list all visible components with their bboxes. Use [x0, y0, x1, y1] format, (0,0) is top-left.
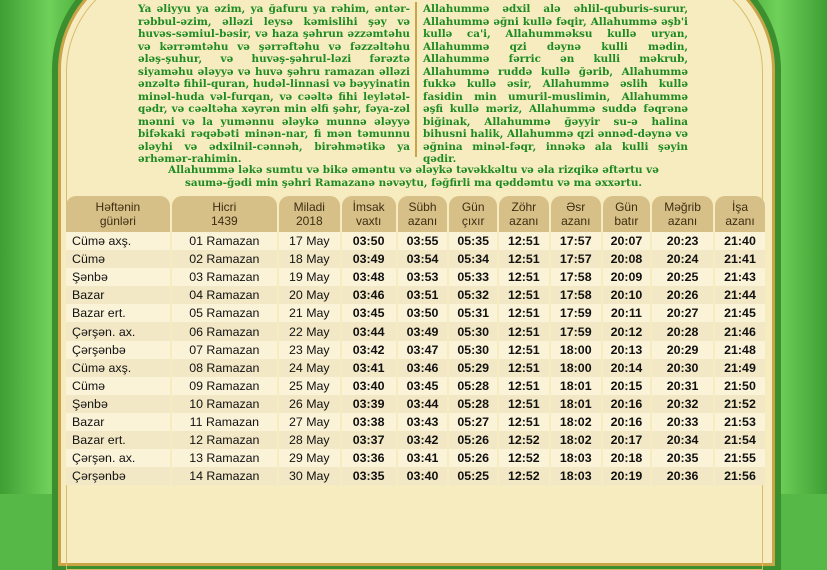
cell-asr: 18:03	[551, 449, 601, 467]
cell-hijri: 01 Ramazan	[172, 232, 277, 250]
cell-imsak: 03:40	[342, 377, 396, 395]
cell-gregorian: 18 May	[279, 250, 340, 268]
cell-dhuhr: 12:51	[499, 359, 549, 377]
cell-imsak: 03:49	[342, 250, 396, 268]
cell-dhuhr: 12:52	[499, 467, 549, 485]
cell-isha: 21:48	[715, 341, 765, 359]
cell-sunset: 20:15	[603, 377, 650, 395]
cell-maghrib: 20:26	[652, 286, 713, 304]
cell-gregorian: 21 May	[279, 304, 340, 322]
cell-sunrise: 05:35	[449, 232, 496, 250]
header-hijri	[172, 196, 277, 232]
cell-isha: 21:43	[715, 268, 765, 286]
cell-maghrib: 20:32	[652, 395, 713, 413]
cell-fajr: 03:46	[398, 359, 448, 377]
cell-asr: 18:00	[551, 359, 601, 377]
cell-asr: 18:01	[551, 377, 601, 395]
cell-maghrib: 20:33	[652, 413, 713, 431]
header-dhuhr-line-1: Zöhr	[511, 200, 537, 214]
cell-gregorian: 20 May	[279, 286, 340, 304]
cell-hijri: 02 Ramazan	[172, 250, 277, 268]
header-weekday	[66, 196, 170, 232]
text-divider	[415, 2, 417, 157]
cell-maghrib: 20:28	[652, 322, 713, 340]
cell-fajr: 03:55	[398, 232, 448, 250]
header-sunrise-line-2: çıxır	[461, 214, 485, 228]
cell-hijri: 12 Ramazan	[172, 431, 277, 449]
header-gregorian-line-1: Miladi	[293, 200, 325, 214]
table-row	[66, 322, 765, 340]
header-isha-line-1: İşa	[731, 200, 748, 214]
header-sunset-line-2: batır	[614, 214, 639, 228]
cell-hijri: 11 Ramazan	[172, 413, 277, 431]
cell-fajr: 03:54	[398, 250, 448, 268]
header-dhuhr-line-2: azanı	[509, 214, 539, 228]
cell-sunrise: 05:26	[449, 449, 496, 467]
cell-isha: 21:52	[715, 395, 765, 413]
header-weekday-line-1: Həftənin	[95, 200, 141, 214]
right-prayer-text: Allahummə ədxil alə əhlil-quburis-surur, Allahummə əğni kullə fəqir, Allahummə əşb'i kullə ca'i, Allahumməksu kullə uryan, Allahummə qzi dəynə kulli mədin, Allahummə fərric ən kulli məkrub, Allahummə ruddə kullə ğərib, Allahummə fukkə kullə əsir, Allahummə əslih kullə fasidin min umuril-muslimin, Allahummə əşfi kullə məriz, Allahummə suddə fəqrənə biğinak, Allahummə ğəyyir su-ə halina bihusni halik, Allahummə qzi ənnəd-dəynə və əğnina minəl-fəqr, innəkə ala kulli şəyin qədir.	[423, 3, 688, 165]
cell-dhuhr: 12:51	[499, 250, 549, 268]
cell-maghrib: 20:36	[652, 467, 713, 485]
cell-isha: 21:41	[715, 250, 765, 268]
cell-imsak: 03:48	[342, 268, 396, 286]
cell-imsak: 03:46	[342, 286, 396, 304]
cell-hijri: 10 Ramazan	[172, 395, 277, 413]
cell-sunset: 20:11	[603, 304, 650, 322]
cell-gregorian: 23 May	[279, 341, 340, 359]
cell-fajr: 03:44	[398, 395, 448, 413]
cell-gregorian: 30 May	[279, 467, 340, 485]
table-row	[66, 449, 765, 467]
cell-isha: 21:49	[715, 359, 765, 377]
header-sunrise-line-1: Gün	[461, 200, 485, 214]
cell-isha: 21:50	[715, 377, 765, 395]
cell-hijri: 06 Ramazan	[172, 322, 277, 340]
cell-asr: 18:01	[551, 395, 601, 413]
cell-weekday: Bazar ert.	[66, 304, 170, 322]
cell-asr: 18:02	[551, 413, 601, 431]
cell-isha: 21:45	[715, 304, 765, 322]
left-prayer-text: Ya əliyyu ya əzim, ya ğafuru ya rəhim, əntər-rəbbul-əzim, əlləzi leysə kəmislihi şəy və huvəs-səmiul-bəsir, və haza şəhrun əzzəmtəhu və kərrəmtəhu və şərrəftəhu və fəzzəltəhu ələş-şuhur, və huvəş-şəhrul-ləzi fərəztə siyaməhu ələyyə və huvə şəhru ramazan əlləzi ənzəltə fihil-quran, hudəl-linnasi və bəyyinatin minəl-huda vəl-furqan, və cəəltə fihi leylətəl-qədr, və cəəltəha xəyrən min əlfi şəhr, fəya-zəl mənni və la yumənnu ələykə munnə ələyyə bifəkaki rəqəbəti minən-nar, fi mən təmunnu ələyhi və ədxilnil-cənnəh, birəhmətikə ya ərhəmər-rahimin.	[138, 3, 410, 165]
ramadan-timetable	[64, 196, 767, 485]
cell-maghrib: 20:27	[652, 304, 713, 322]
cell-fajr: 03:42	[398, 431, 448, 449]
table-row	[66, 268, 765, 286]
header-hijri-line-1: Hicri	[212, 200, 237, 214]
cell-imsak: 03:41	[342, 359, 396, 377]
header-fajr-line-1: Sübh	[408, 200, 437, 214]
cell-sunset: 20:19	[603, 467, 650, 485]
header-maghrib	[652, 196, 713, 232]
header-gregorian-line-2: 2018	[295, 214, 323, 228]
table-row	[66, 377, 765, 395]
table-row	[66, 359, 765, 377]
header-sunset-line-1: Gün	[615, 200, 638, 214]
cell-gregorian: 26 May	[279, 395, 340, 413]
cell-imsak: 03:45	[342, 304, 396, 322]
header-isha	[715, 196, 765, 232]
cell-hijri: 05 Ramazan	[172, 304, 277, 322]
cell-fajr: 03:47	[398, 341, 448, 359]
cell-sunrise: 05:33	[449, 268, 496, 286]
cell-maghrib: 20:25	[652, 268, 713, 286]
table-row	[66, 395, 765, 413]
cell-sunrise: 05:28	[449, 377, 496, 395]
cell-sunset: 20:12	[603, 322, 650, 340]
cell-sunrise: 05:30	[449, 341, 496, 359]
header-isha-line-2: azanı	[725, 214, 755, 228]
cell-fajr: 03:51	[398, 286, 448, 304]
cell-sunset: 20:07	[603, 232, 650, 250]
cell-imsak: 03:44	[342, 322, 396, 340]
cell-sunset: 20:14	[603, 359, 650, 377]
cell-gregorian: 19 May	[279, 268, 340, 286]
cell-sunset: 20:09	[603, 268, 650, 286]
cell-fajr: 03:45	[398, 377, 448, 395]
cell-maghrib: 20:24	[652, 250, 713, 268]
cell-asr: 17:58	[551, 268, 601, 286]
cell-weekday: Şənbə	[66, 395, 170, 413]
table-row	[66, 304, 765, 322]
cell-sunrise: 05:28	[449, 395, 496, 413]
header-sunrise	[449, 196, 496, 232]
cell-sunset: 20:13	[603, 341, 650, 359]
cell-gregorian: 28 May	[279, 431, 340, 449]
cell-isha: 21:53	[715, 413, 765, 431]
cell-gregorian: 25 May	[279, 377, 340, 395]
cell-maghrib: 20:35	[652, 449, 713, 467]
cell-imsak: 03:35	[342, 467, 396, 485]
cell-gregorian: 22 May	[279, 322, 340, 340]
header-imsak-line-2: vaxtı	[355, 214, 382, 228]
table-row	[66, 286, 765, 304]
cell-fajr: 03:53	[398, 268, 448, 286]
header-dhuhr	[499, 196, 549, 232]
cell-imsak: 03:38	[342, 413, 396, 431]
cell-dhuhr: 12:51	[499, 286, 549, 304]
cell-imsak: 03:50	[342, 232, 396, 250]
cell-isha: 21:54	[715, 431, 765, 449]
timetable-body	[66, 232, 765, 485]
cell-fajr: 03:49	[398, 322, 448, 340]
header-imsak	[342, 196, 396, 232]
cell-weekday: Bazar	[66, 413, 170, 431]
cell-weekday: Şənbə	[66, 268, 170, 286]
cell-asr: 17:58	[551, 286, 601, 304]
cell-weekday: Cümə	[66, 250, 170, 268]
cell-asr: 18:02	[551, 431, 601, 449]
cell-dhuhr: 12:51	[499, 232, 549, 250]
cell-weekday: Cümə	[66, 377, 170, 395]
cell-sunrise: 05:32	[449, 286, 496, 304]
cell-hijri: 04 Ramazan	[172, 286, 277, 304]
cell-weekday: Çərşən. ax.	[66, 449, 170, 467]
cell-weekday: Cümə axş.	[66, 359, 170, 377]
cell-maghrib: 20:23	[652, 232, 713, 250]
cell-fajr: 03:40	[398, 467, 448, 485]
table-row	[66, 341, 765, 359]
cell-fajr: 03:43	[398, 413, 448, 431]
cell-dhuhr: 12:52	[499, 449, 549, 467]
cell-maghrib: 20:34	[652, 431, 713, 449]
iftar-prayer-text: Allahummə ləkə sumtu və bikə əməntu və ələykə təvəkkəltu və əla rizqikə əftərtu və saumə-ğədi min şəhri Ramazanə nəvəytu, fəğfirli ma qəddəmtu və ma əxxərtu.	[168, 164, 659, 189]
cell-hijri: 09 Ramazan	[172, 377, 277, 395]
cell-dhuhr: 12:51	[499, 268, 549, 286]
table-row	[66, 250, 765, 268]
cell-asr: 17:57	[551, 250, 601, 268]
cell-hijri: 08 Ramazan	[172, 359, 277, 377]
cell-hijri: 03 Ramazan	[172, 268, 277, 286]
header-sunset	[603, 196, 650, 232]
cell-dhuhr: 12:51	[499, 341, 549, 359]
cell-hijri: 13 Ramazan	[172, 449, 277, 467]
header-fajr	[398, 196, 448, 232]
cell-gregorian: 17 May	[279, 232, 340, 250]
cell-dhuhr: 12:51	[499, 413, 549, 431]
cell-hijri: 07 Ramazan	[172, 341, 277, 359]
cell-sunrise: 05:25	[449, 467, 496, 485]
table-row	[66, 467, 765, 485]
cell-sunset: 20:16	[603, 413, 650, 431]
table-row	[66, 232, 765, 250]
cell-fajr: 03:41	[398, 449, 448, 467]
timetable-header-row	[66, 196, 765, 232]
cell-isha: 21:55	[715, 449, 765, 467]
cell-weekday: Çərşən. ax.	[66, 322, 170, 340]
cell-sunset: 20:10	[603, 286, 650, 304]
header-imsak-line-1: İmsak	[352, 200, 385, 214]
cell-isha: 21:46	[715, 322, 765, 340]
cell-sunrise: 05:30	[449, 322, 496, 340]
cell-weekday: Çərşənbə	[66, 467, 170, 485]
cell-asr: 18:03	[551, 467, 601, 485]
header-asr-line-1: Əsr	[566, 200, 586, 214]
cell-isha: 21:56	[715, 467, 765, 485]
cell-sunset: 20:08	[603, 250, 650, 268]
cell-imsak: 03:42	[342, 341, 396, 359]
table-row	[66, 431, 765, 449]
cell-sunrise: 05:26	[449, 431, 496, 449]
cell-dhuhr: 12:51	[499, 395, 549, 413]
cell-fajr: 03:50	[398, 304, 448, 322]
cell-isha: 21:40	[715, 232, 765, 250]
header-asr	[551, 196, 601, 232]
cell-asr: 17:59	[551, 322, 601, 340]
cell-maghrib: 20:29	[652, 341, 713, 359]
cell-weekday: Cümə axş.	[66, 232, 170, 250]
cell-asr: 17:57	[551, 232, 601, 250]
cell-imsak: 03:36	[342, 449, 396, 467]
cell-asr: 17:59	[551, 304, 601, 322]
cell-gregorian: 27 May	[279, 413, 340, 431]
cell-asr: 18:00	[551, 341, 601, 359]
cell-dhuhr: 12:52	[499, 431, 549, 449]
cell-gregorian: 29 May	[279, 449, 340, 467]
cell-imsak: 03:39	[342, 395, 396, 413]
cell-dhuhr: 12:51	[499, 377, 549, 395]
header-asr-line-2: azanı	[561, 214, 591, 228]
cell-sunset: 20:18	[603, 449, 650, 467]
header-weekday-line-2: günləri	[99, 214, 136, 228]
cell-gregorian: 24 May	[279, 359, 340, 377]
header-fajr-line-2: azanı	[407, 214, 438, 228]
cell-dhuhr: 12:51	[499, 322, 549, 340]
cell-weekday: Çərşənbə	[66, 341, 170, 359]
cell-sunrise: 05:27	[449, 413, 496, 431]
cell-isha: 21:44	[715, 286, 765, 304]
header-gregorian	[279, 196, 340, 232]
cell-sunset: 20:17	[603, 431, 650, 449]
cell-sunrise: 05:34	[449, 250, 496, 268]
header-maghrib-line-1: Məğrib	[664, 200, 701, 214]
header-maghrib-line-2: azanı	[667, 214, 698, 228]
cell-hijri: 14 Ramazan	[172, 467, 277, 485]
cell-sunset: 20:16	[603, 395, 650, 413]
cell-sunrise: 05:31	[449, 304, 496, 322]
cell-imsak: 03:37	[342, 431, 396, 449]
cell-weekday: Bazar	[66, 286, 170, 304]
cell-maghrib: 20:31	[652, 377, 713, 395]
cell-sunrise: 05:29	[449, 359, 496, 377]
cell-dhuhr: 12:51	[499, 304, 549, 322]
cell-weekday: Bazar ert.	[66, 431, 170, 449]
table-row	[66, 413, 765, 431]
cell-maghrib: 20:30	[652, 359, 713, 377]
header-hijri-line-2: 1439	[210, 214, 238, 228]
